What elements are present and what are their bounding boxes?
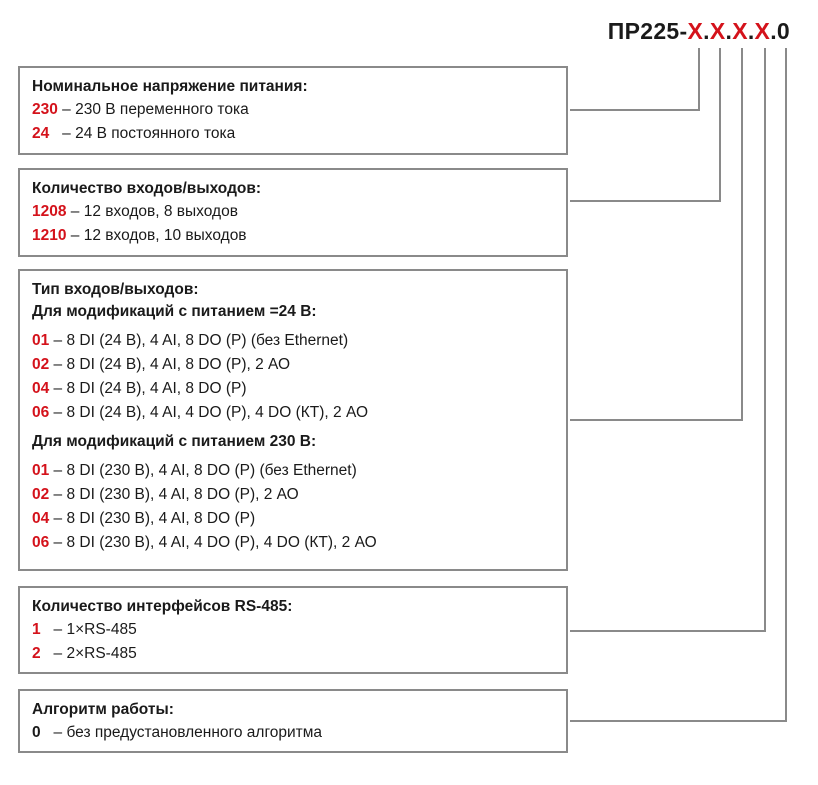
io-type-box [18, 269, 568, 571]
option-text: – 230 В переменного тока [57, 101, 249, 118]
option-text: – 12 входов, 10 выходов [66, 227, 247, 244]
option-row [32, 224, 554, 248]
option-row [32, 377, 554, 401]
option-key: 02 [32, 486, 50, 503]
code-dot: . [747, 18, 755, 44]
option-row [32, 642, 554, 666]
section-title: Количество интерфейсов RS-485: [32, 598, 293, 615]
code-part-rs485: X [754, 18, 771, 44]
option-text: – 2×RS-485 [40, 645, 137, 662]
model-code-prefix: ПР225- [607, 18, 688, 44]
option-row [32, 98, 554, 122]
option-key: 01 [32, 332, 50, 349]
algorithm-box [18, 689, 568, 753]
option-row [32, 507, 554, 531]
option-row [32, 721, 554, 745]
connector-io-count [570, 48, 720, 201]
section-subtitle-24v: Для модификаций с питанием =24 В: [32, 303, 317, 320]
code-part-voltage: X [687, 18, 704, 44]
section-title: Алгоритм работы: [32, 701, 174, 718]
connector-rs485 [570, 48, 765, 631]
option-row [32, 618, 554, 642]
option-text: – 8 DI (24 В), 4 AI, 8 DO (Р) (без Ethernet) [49, 332, 349, 349]
option-key: 04 [32, 380, 50, 397]
section-title: Тип входов/выходов: [32, 281, 199, 298]
connector-io-type [570, 48, 742, 420]
option-text: – 8 DI (24 В), 4 AI, 4 DO (Р), 4 DO (КТ), 2 АО [49, 404, 369, 421]
option-text: – 24 В постоянного тока [49, 125, 236, 142]
option-text: – 8 DI (230 В), 4 AI, 8 DO (Р) (без Ethernet) [49, 462, 357, 479]
option-text: – 8 DI (230 В), 4 AI, 4 DO (Р), 4 DO (КТ), 2 АО [49, 534, 377, 551]
option-row [32, 531, 554, 555]
option-text: – 8 DI (24 В), 4 AI, 8 DO (Р), 2 АО [49, 356, 291, 373]
option-text: – 8 DI (230 В), 4 AI, 8 DO (Р) [49, 510, 256, 527]
option-key: 06 [32, 404, 50, 421]
option-row [32, 329, 554, 353]
option-text: – 1×RS-485 [40, 621, 137, 638]
section-title: Номинальное напряжение питания: [32, 78, 308, 95]
option-text: – 12 входов, 8 выходов [66, 203, 238, 220]
section-title: Количество входов/выходов: [32, 180, 262, 197]
option-row [32, 459, 554, 483]
option-text: – 8 DI (24 В), 4 AI, 8 DO (Р) [49, 380, 247, 397]
option-key: 230 [32, 101, 58, 118]
option-key: 24 [32, 125, 50, 142]
option-row [32, 122, 554, 146]
option-key: 0 [32, 724, 41, 741]
option-key: 1210 [32, 227, 67, 244]
code-dot: . [725, 18, 733, 44]
option-key: 2 [32, 645, 41, 662]
code-part-io-count: X [709, 18, 726, 44]
option-row [32, 483, 554, 507]
option-key: 01 [32, 462, 50, 479]
code-part-io-type: X [732, 18, 748, 44]
option-text: – без предустановленного алгоритма [40, 724, 323, 741]
section-subtitle-230v: Для модификаций с питанием 230 В: [32, 433, 317, 450]
option-key: 06 [32, 534, 50, 551]
option-key: 04 [32, 510, 50, 527]
voltage-box [18, 66, 568, 155]
option-key: 1208 [32, 203, 67, 220]
code-part-algorithm: 0 [776, 18, 790, 44]
rs485-box [18, 586, 568, 674]
io-count-box [18, 168, 568, 257]
connector-voltage [570, 48, 699, 110]
model-code [608, 18, 790, 45]
option-text: – 8 DI (230 В), 4 AI, 8 DO (Р), 2 АО [49, 486, 299, 503]
option-row [32, 401, 554, 425]
option-row [32, 200, 554, 224]
option-key: 02 [32, 356, 50, 373]
code-dot: . [703, 18, 710, 44]
option-key: 1 [32, 621, 41, 638]
option-row [32, 353, 554, 377]
code-dot: . [770, 18, 777, 44]
connector-algorithm [570, 48, 786, 721]
